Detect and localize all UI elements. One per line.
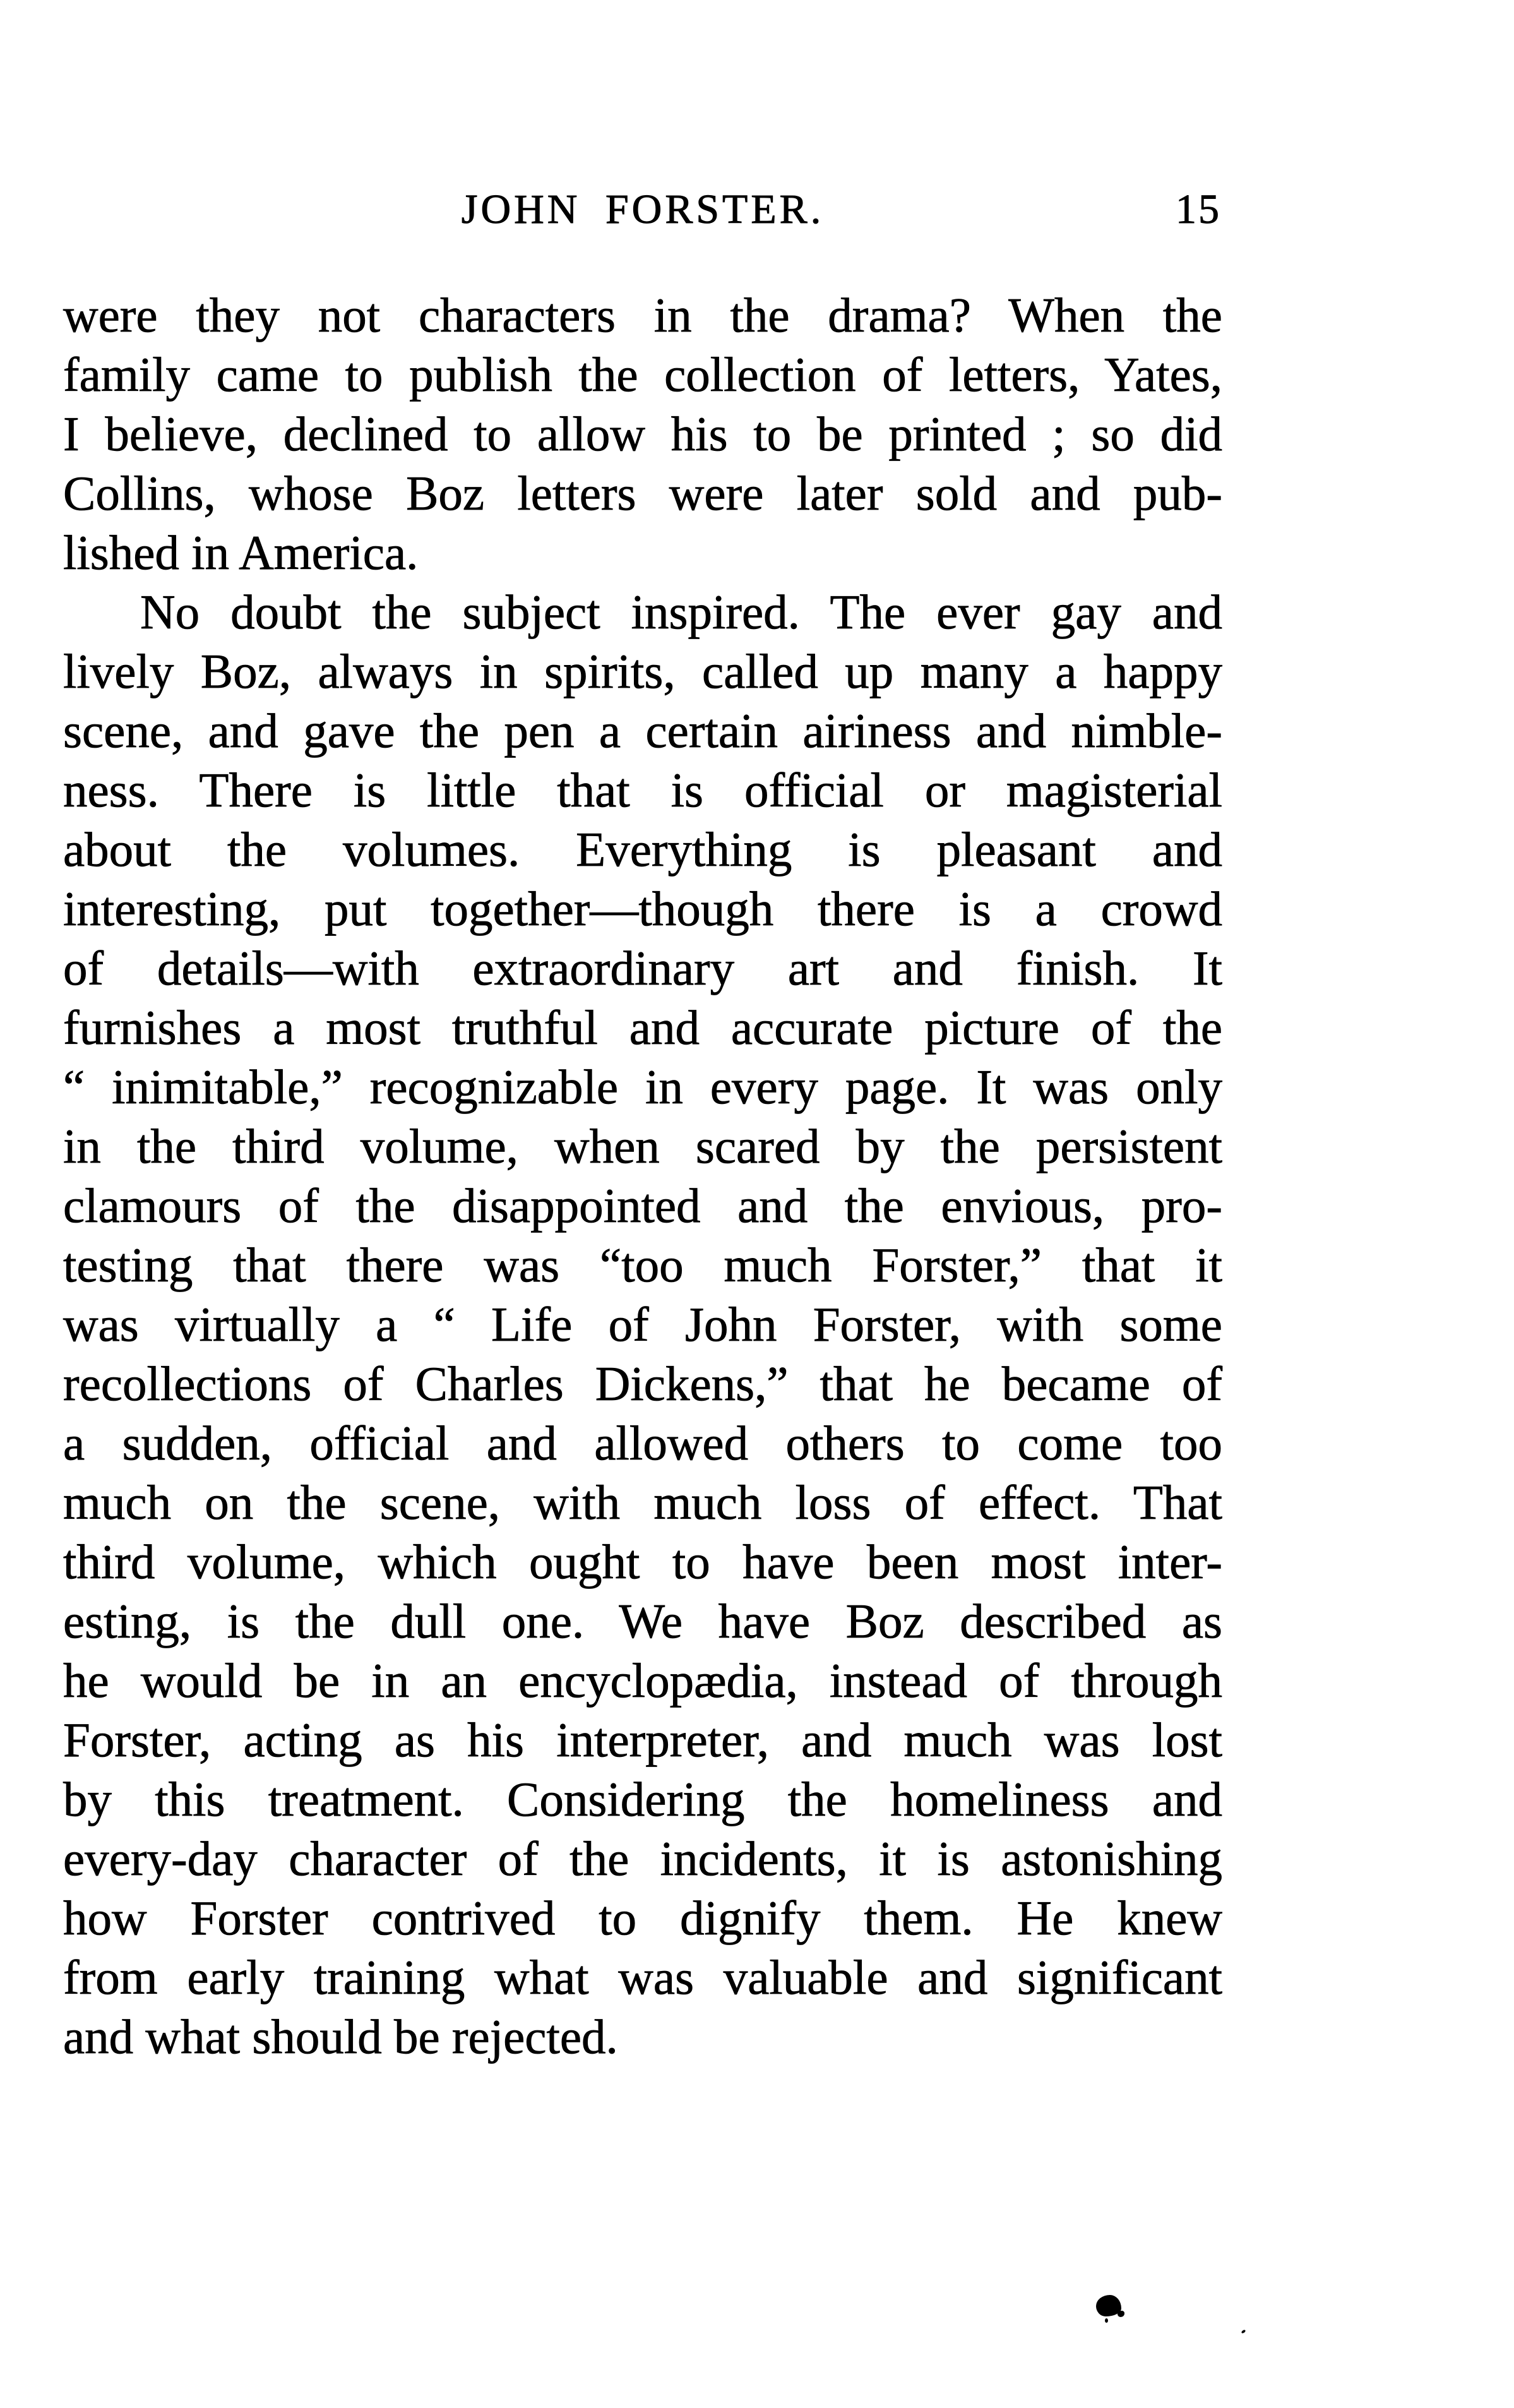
text-block <box>63 285 1222 2066</box>
page-number: 15 <box>1176 186 1221 232</box>
text-line: family came to publish the collection of letters, Yates, <box>63 347 1222 402</box>
text-line: furnishes a most truthful and accurate picture of the <box>63 1000 1222 1055</box>
text-line: a sudden, official and allowed others to come too <box>63 1416 1222 1470</box>
text-line: interesting, put together—though there is a crowd <box>63 882 1222 936</box>
text-line: I believe, declined to allow his to be printed ; so did <box>63 407 1222 461</box>
text-line: of details—with extraordinary art and finish. It <box>63 941 1222 995</box>
text-line: lively Boz, always in spirits, called up many a happy <box>63 644 1222 698</box>
text-line: was virtually a “ Life of John Forster, with some <box>63 1297 1222 1351</box>
text-line: from early training what was valuable and significant <box>63 1950 1222 2004</box>
text-line: Collins, whose Boz letters were later sold and pub- <box>63 466 1222 520</box>
text-line: how Forster contrived to dignify them. He knew <box>63 1891 1222 1945</box>
text-line: in the third volume, when scared by the persistent <box>63 1119 1222 1173</box>
text-line: No doubt the subject inspired. The ever gay and <box>140 585 1222 639</box>
text-line: every-day character of the incidents, it is astonishing <box>63 1831 1222 1886</box>
text-line: testing that there was “too much Forster,” that it <box>63 1238 1222 1292</box>
text-line: lished in America. <box>63 525 419 580</box>
text-line: “ inimitable,” recognizable in every page. It was only <box>63 1060 1222 1114</box>
text-line: clamours of the disappointed and the envious, pro- <box>63 1178 1222 1233</box>
text-line: much on the scene, with much loss of effect. That <box>63 1475 1222 1530</box>
page-title: JOHN FORSTER. <box>461 186 825 232</box>
ink-speck <box>1241 2329 1246 2333</box>
text-line: esting, is the dull one. We have Boz described as <box>63 1594 1222 1648</box>
text-line: third volume, which ought to have been most inter- <box>63 1535 1222 1589</box>
text-line: were they not characters in the drama? When the <box>63 288 1222 342</box>
text-line: scene, and gave the pen a certain airiness and nimble- <box>63 704 1222 758</box>
text-line: and what should be rejected. <box>63 2010 618 2064</box>
text-line: by this treatment. Considering the homeliness and <box>63 1772 1222 1826</box>
ink-blot <box>1096 2295 1121 2316</box>
text-line: he would be in an encyclopædia, instead of through <box>63 1653 1222 1708</box>
running-header <box>63 187 1222 232</box>
text-line: Forster, acting as his interpreter, and much was lost <box>63 1713 1222 1767</box>
text-line: recollections of Charles Dickens,” that he became of <box>63 1357 1222 1411</box>
text-line: about the volumes. Everything is pleasant and <box>63 822 1222 877</box>
text-line: ness. There is little that is official or magisterial <box>63 763 1222 817</box>
